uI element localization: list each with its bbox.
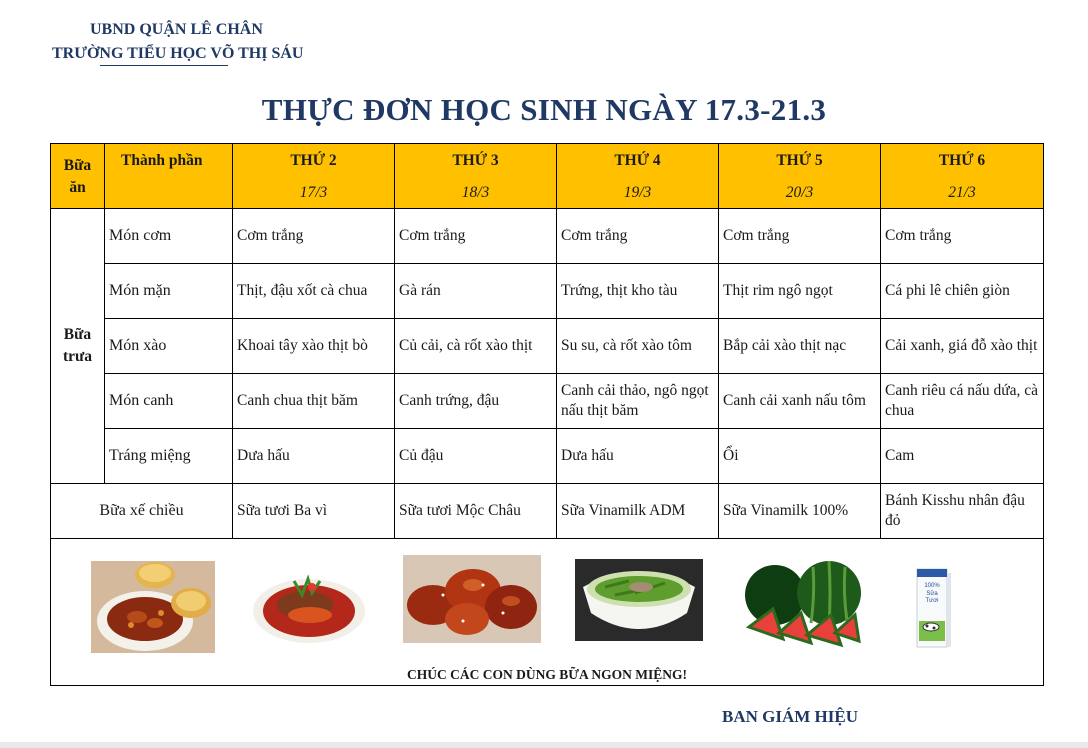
dish-cell: Cơm trắng	[557, 209, 719, 264]
dish-cell: Thịt, đậu xốt cà chua	[233, 264, 395, 319]
table-row	[51, 429, 1044, 484]
dish-cell: Cơm trắng	[233, 209, 395, 264]
dish-cell: Canh chua thịt băm	[233, 374, 395, 429]
table-row	[51, 374, 1044, 429]
dish-cell: Củ cải, cà rốt xào thịt	[395, 319, 557, 374]
dish-cell: Cam	[881, 429, 1044, 484]
day-date: 21/3	[948, 184, 976, 201]
day-name: THỨ 4	[614, 152, 661, 169]
dish-cell: Gà rán	[395, 264, 557, 319]
category-cell: Tráng miệng	[105, 429, 233, 484]
braised-fish-photo	[250, 557, 368, 649]
menu-table	[50, 143, 1044, 686]
category-cell: Món mặn	[105, 264, 233, 319]
header-day-1	[233, 144, 395, 209]
table-header-row	[51, 144, 1044, 209]
table-row	[51, 209, 1044, 264]
snack-cell: Sữa Vinamilk 100%	[719, 484, 881, 539]
day-date: 17/3	[299, 184, 328, 201]
day-name: THỨ 3	[452, 152, 499, 169]
snack-cell: Bánh Kisshu nhân đậu đỏ	[881, 484, 1044, 539]
dish-cell: Cơm trắng	[719, 209, 881, 264]
header-component-label: Thành phần	[121, 152, 203, 169]
header-meal-line1: Bữa	[63, 157, 92, 174]
photo-cell	[51, 539, 1044, 686]
snack-label: Bữa xế chiều	[51, 484, 233, 539]
school-name	[52, 42, 303, 66]
day-name: THỨ 6	[938, 152, 986, 169]
header-meal-line2: ăn	[69, 179, 86, 196]
milk-carton-text-3: Tươi	[925, 598, 939, 604]
header-day-5	[881, 144, 1044, 209]
header-day-3	[557, 144, 719, 209]
snack-row	[51, 484, 1044, 539]
stew-bread-photo	[91, 561, 215, 653]
dish-cell: Dưa hấu	[233, 429, 395, 484]
vegetable-soup-photo	[575, 559, 703, 641]
snack-cell: Sữa Vinamilk ADM	[557, 484, 719, 539]
dish-cell: Canh riêu cá nấu dứa, cà chua	[881, 374, 1044, 429]
blessing-text: CHÚC CÁC CON DÙNG BỮA NGON MIỆNG!	[407, 667, 687, 682]
milk-carton-photo	[913, 565, 953, 649]
dish-cell: Cơm trắng	[395, 209, 557, 264]
day-name: THỨ 2	[290, 152, 337, 169]
dish-cell: Ổi	[719, 429, 881, 484]
table-row	[51, 319, 1044, 374]
dish-cell: Củ đậu	[395, 429, 557, 484]
school-name-underline	[100, 65, 228, 66]
lunch-label-line1: Bữa	[63, 326, 92, 343]
snack-cell: Sữa tươi Mộc Châu	[395, 484, 557, 539]
dish-cell: Thịt rim ngô ngọt	[719, 264, 881, 319]
dish-cell: Su su, cà rốt xào tôm	[557, 319, 719, 374]
header-day-2	[395, 144, 557, 209]
header-component	[105, 144, 233, 209]
day-date: 20/3	[785, 184, 814, 201]
watermelon-photo	[743, 553, 861, 651]
dish-cell: Trứng, thịt kho tàu	[557, 264, 719, 319]
district-name: UBND QUẬN LÊ CHÂN	[90, 21, 263, 38]
signature-label: BAN GIÁM HIỆU	[722, 707, 859, 726]
photo-row	[51, 539, 1044, 686]
dish-cell: Bắp cải xào thịt nạc	[719, 319, 881, 374]
dish-cell: Cải xanh, giá đỗ xào thịt	[881, 319, 1044, 374]
dish-cell: Cá phi lê chiên giòn	[881, 264, 1044, 319]
category-cell: Món xào	[105, 319, 233, 374]
category-cell: Món canh	[105, 374, 233, 429]
header-meal	[51, 144, 105, 209]
fried-chicken-photo	[403, 555, 541, 643]
school-name-text: TRƯỜNG TIỂU HỌC VÕ THỊ SÁU	[52, 45, 304, 62]
dish-cell: Dưa hấu	[557, 429, 719, 484]
day-date: 19/3	[623, 184, 652, 201]
page-bottom-strip	[0, 742, 1088, 748]
category-cell: Món cơm	[105, 209, 233, 264]
milk-carton-text-1: 100%	[924, 583, 940, 589]
header-day-4	[719, 144, 881, 209]
day-name: THỨ 5	[776, 152, 823, 169]
lunch-label-line2: trưa	[62, 348, 93, 365]
lunch-label	[51, 209, 105, 484]
dish-cell: Canh trứng, đậu	[395, 374, 557, 429]
page-title: THỰC ĐƠN HỌC SINH NGÀY 17.3-21.3	[261, 92, 827, 127]
snack-cell: Sữa tươi Ba vì	[233, 484, 395, 539]
milk-carton-text-2: Sữa	[926, 591, 938, 597]
day-date: 18/3	[461, 184, 490, 201]
dish-cell: Khoai tây xào thịt bò	[233, 319, 395, 374]
dish-cell: Cơm trắng	[881, 209, 1044, 264]
dish-cell: Canh cải xanh nấu tôm	[719, 374, 881, 429]
school-header	[52, 18, 303, 66]
dish-cell: Canh cải thảo, ngô ngọt nấu thịt băm	[557, 374, 719, 429]
table-row	[51, 264, 1044, 319]
